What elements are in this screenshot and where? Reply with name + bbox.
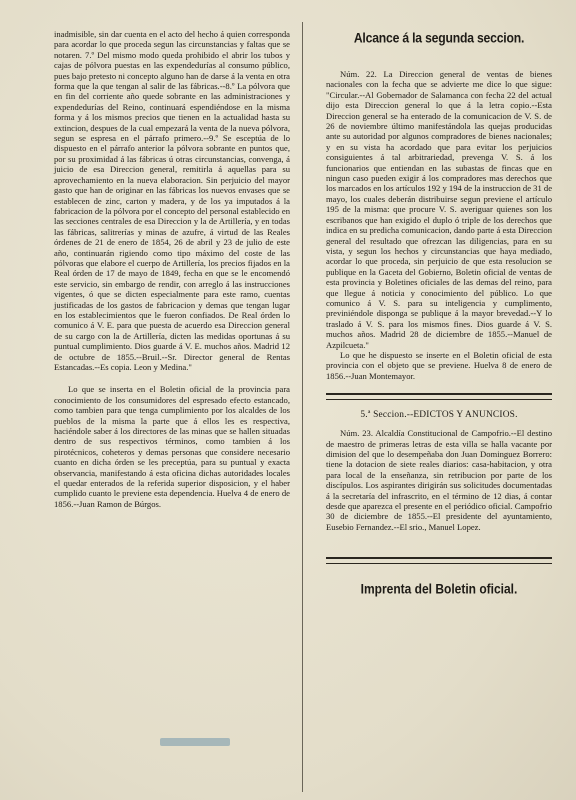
- insertion-notice-text: Lo que he dispuesto se inserte en el Boletin oficial de esta provincia con el objeto que se previene. Huelva 8 de enero de 1856.--Juan Montemayor.: [326, 349, 552, 381]
- double-rule-divider-bottom: [326, 557, 552, 564]
- double-rule-divider: [326, 393, 552, 400]
- section-heading-alcance: Alcance á la segunda seccion.: [353, 29, 525, 46]
- provincial-notice-text: Lo que se inserta en el Boletin oficial de la provincia para conocimiento de los consumidores del espresado efecto estancado, como tambien para que tenga cumplimiento por los alcaldes de los pueblos de la misma la parte que á ellos les es respectiva, haciéndole saber á los directores de las minas que se hallen situadas dentro de sus respectivos términos, como tambien á los pirotécnicos, coheteros y demas personas que considere necesario cuanto en dicha órden se les preceptúa, para su puntual y exacta observancia, manifestando á esta oficina dichas autoridades locales el quedar enterados de la referida superior disposicion, y el haber cumplido cuanto le previene esta dependencia. Huelva 4 de enero de 1856.--Juan Ramon de Búrgos.: [54, 384, 290, 509]
- circular-text: Núm. 22. La Direccion general de ventas de bienes nacionales con la fecha que se advierte me dice lo que sigue: "Circular.--Al Gobernador de Salamanca con fecha 22 del actual dijo esta Direccion general lo que á la letra copio.--Esta Direccion general se ha enterado de la comunicacion de V. S. de 26 de noviembre último manifestándola las quejas producidas ante su autoridad por algunos compradores de bienes nacionales; y en su vista ha acordado que para evitar los perjuicios consiguientes á tal arbitrariedad, prevenga V. S. á los funcionarios que entiendan en las subastas de fincas que en ningun caso pueden exigir á los compradores mas derechos que los marcados en los artículos 192 y 194 de la instruccion de 31 de mayo, los cuales deberán distribuirse segun previene el artículo 195 de la misma: que procure V. S. averiguar quienes son los escribanos que han exigido el duplo ó triple de los derechos que indica en su predicha comunicacion, dando parte á esta Direccion general del resultado que ofrezcan las diligencias, para en su vista, y segun los hechos y circunstancias que haya mediado, acordar lo que proceda, sin perjuicio de que esta resolucion se publique en la Gaceta del Gobierno, Boletin oficial de ventas de esta provincia y Boletines oficiales de las demas del reino, para que llegue á noticia y conocimiento del público. Lo que comunico á V. S. para su inteligencia y cumplimento, previniéndole disponga se publique á la mayor brevedad.--Y lo traslado á V. S. para los mismos fines. Dios guarde á V. S. muchos años. Madrid 28 de diciembre de 1855.--Manuel de Azpilcueta.": [326, 69, 553, 350]
- ordinance-text-continued: inadmisible, sin dar cuenta en el acto del hecho á quien corresponda para acordar lo que proceda segun las circunstancias y faltas que se notaren. 7.º Del mismo modo queda prohibido el abrir los tubos y cajas de pólvora puestas en las expendedurías al consumo público, pues bajo pretesto ni concepto alguno han de darse á la venta en otra forma que la que tengan al salir de las fábricas.--8.º La pólvora que en fin del corriente año quede sobrante en las administraciones y expendedurías del Reino, continuará espendiéndose en la misma forma y á los mismos precios que tienen en la actualidad hasta su extincion, despues de la cual empezará la venta de la nueva pólvora, segun se espresa en el párrafo primero.--9.º Se esceptúa de lo dispuesto en el párrafo anterior la pólvora sobrante en puntos que, por su proximidad á las fábricas ú otras circunstancias, convenga, á juicio de esa Direccion general, remitirla á aquellas para su aprovechamiento en la nueva elaboracion. Sin perjuicio del mayor gasto que han de originar en las fábricas los nuevos envases que se establecen de zinc, carton y madera, y de los ya imputados á la fabricacion de la pólvora por el concepto del personal establecido en las secciones centrales de esa Direccion y la de Artillería, y en todas las fábricas, salitrerías y minas de azufre, á virtud de las Reales órdenes de 21 de enero de 1854, 26 de abril y 23 de julio de este año, continuarán rigiendo como tipo máximo del coste de las pólvoras que elabore el cuerpo de Artillería, los precios fijados en la Real órden de 17 de mayo de 1849, fecha en que se le encomendó este servicio, sin embargo de rendir, con arreglo á las instrucciones vigentes, ó que se dicten especialmente para este ramo, cuentas justificadas de los gastos de fabricacion y demas que tengan lugar en los establecimientos que le fueron confiados. De Real órden lo comunico á V. E. para que puesta de acuerdo esa Direccion general de su cargo con la de Artillería, dicten las medidas oportunas á su puntual cumplimiento. Dios guarde á V. E. muchos años. Madrid 12 de octubre de 1855.--Bruil.--Sr. Director general de Rentas Estancadas.--Es copia. Leon y Medina.": [54, 29, 290, 372]
- column-divider: [302, 22, 303, 792]
- printer-imprint: Imprenta del Boletin oficial.: [360, 581, 518, 598]
- right-column: [326, 0, 552, 596]
- vacancy-notice-text: Núm. 23. Alcaldía Constitucional de Campofrio.--El destino de maestro de primeras letras de esta villa se halla vacante por dimision del que lo desempeñaba don Juan Dominguez Borrero: tiene la dotacion de siete reales diarios: casa-habitacion, y otra para local de la enseñanza, sin retribucion por parte de los discípulos. Los aspirantes dirigirán sus solicitudes documentadas á la secretaría del infrascrito, en el término de 12 dias, á contar desde que aparezca el presente en el periódico oficial. Campofrio 30 de diciembre de 1855.--El presidente del ayuntamiento, Eusebio Fernandez.--El srio., Manuel Lopez.: [326, 428, 552, 532]
- left-column: [54, 0, 290, 509]
- ink-smudge: [160, 738, 230, 746]
- section-heading-edictos: 5.ª Seccion.--EDICTOS Y ANUNCIOS.: [360, 410, 518, 421]
